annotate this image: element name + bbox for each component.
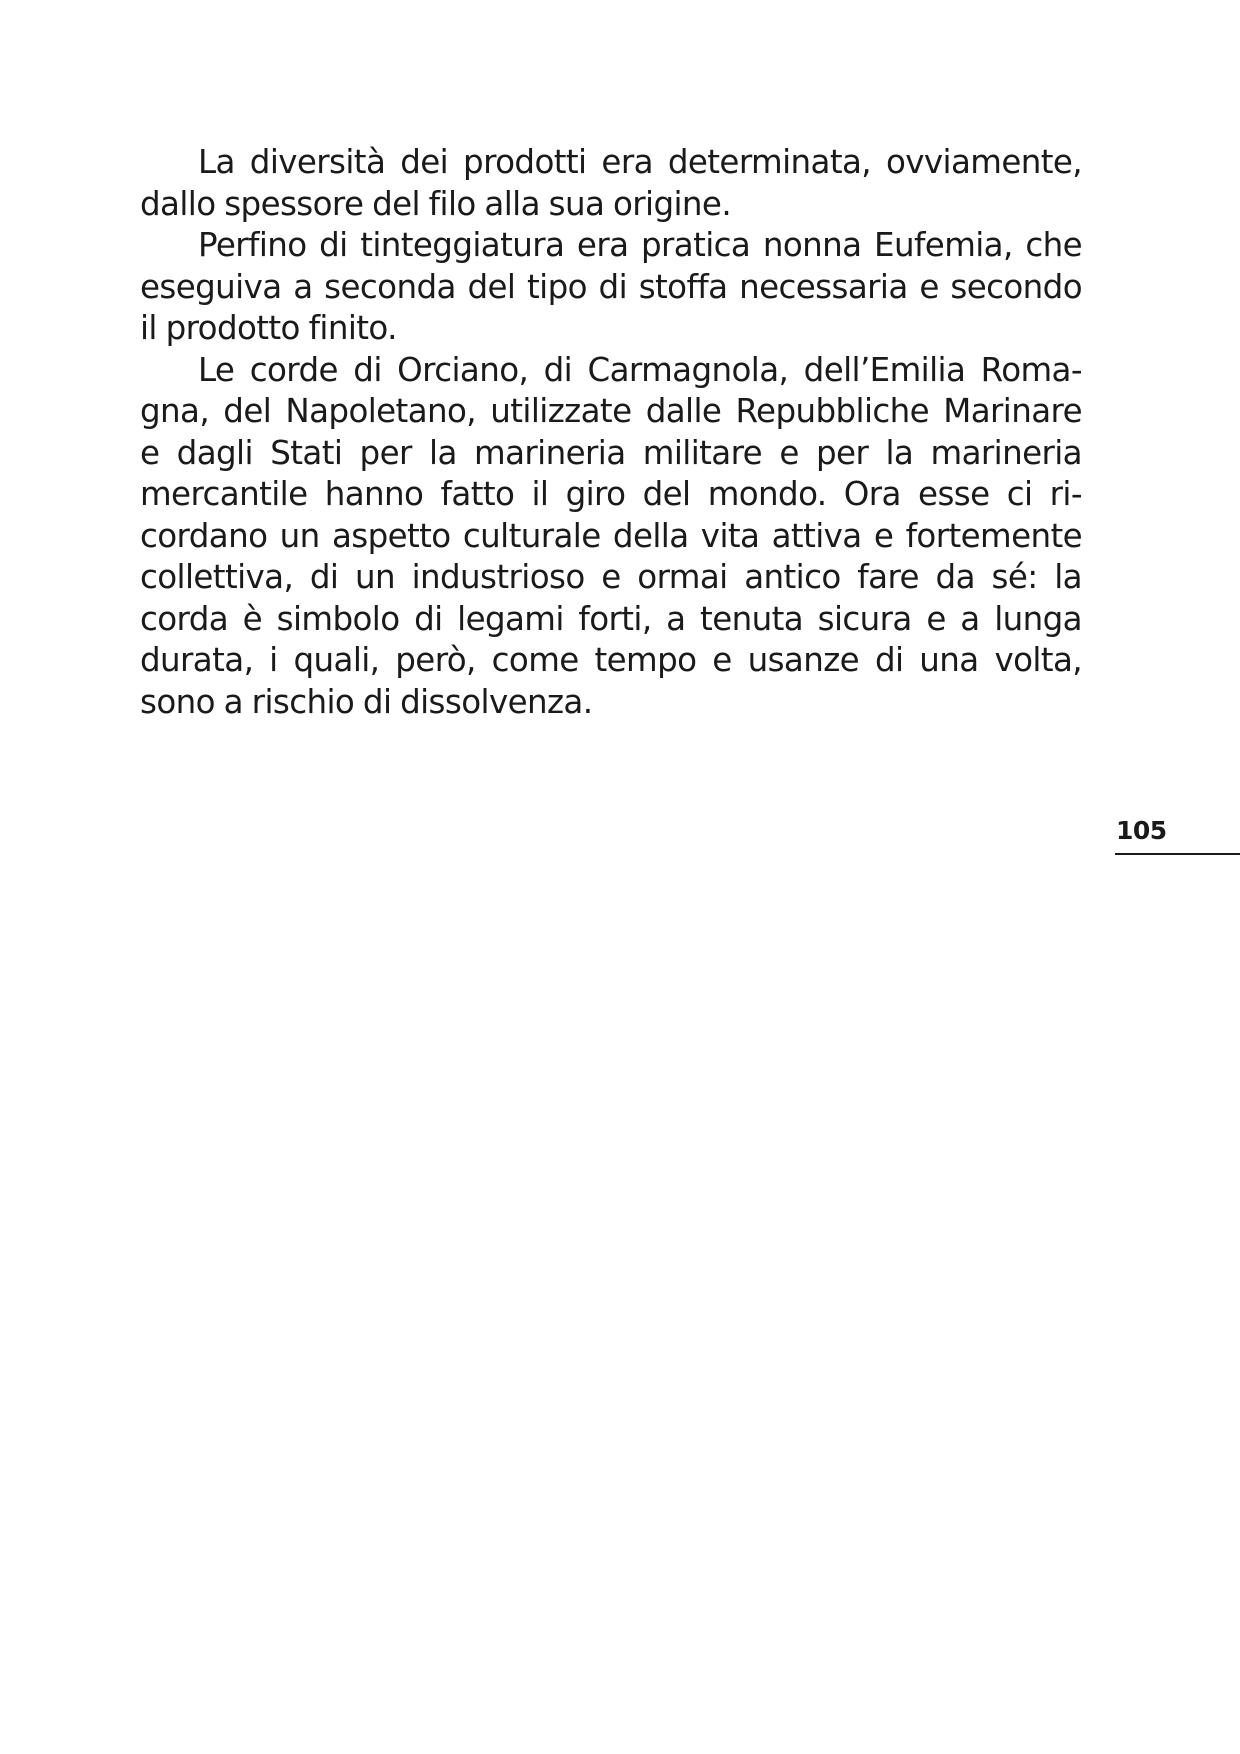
text-line: e dagli Stati per la marineria militare e per la marineria — [140, 433, 1082, 472]
text-line: eseguiva a seconda del tipo di stoffa necessaria e secondo — [140, 267, 1082, 306]
text-line: corda è simbolo di legami forti, a tenuta sicura e a lunga — [140, 599, 1082, 638]
text-line: mercantile hanno fatto il giro del mondo. Ora esse ci ri- — [140, 475, 1082, 513]
text-line: cordano un aspetto culturale della vita attiva e fortemente — [140, 516, 1082, 555]
text-line: durata, i quali, però, come tempo e usanze di una volta, — [140, 641, 1082, 679]
page-number: 105 — [1116, 816, 1167, 845]
paragraph-1 — [140, 142, 1082, 225]
paragraph-3 — [140, 350, 1082, 724]
text-line: sono a rischio di dissolvenza. — [140, 682, 593, 721]
page-number-rule — [1115, 853, 1240, 855]
text-line: Le corde di Orciano, di Carmagnola, dell’Emilia Roma- — [198, 350, 1082, 389]
text-line: gna, del Napoletano, utilizzate dalle Repubbliche Marinare — [140, 392, 1082, 430]
text-line: Perfino di tinteggiatura era pratica nonna Eufemia, che — [198, 226, 1082, 264]
text-line: La diversità dei prodotti era determinata, ovviamente, — [198, 143, 1082, 181]
body-text — [140, 142, 1082, 723]
paragraph-2 — [140, 225, 1082, 350]
text-line: collettiva, di un industrioso e ormai antico fare da sé: la — [140, 558, 1082, 596]
text-line: il prodotto finito. — [140, 309, 397, 347]
text-line: dallo spessore del filo alla sua origine. — [140, 184, 732, 223]
